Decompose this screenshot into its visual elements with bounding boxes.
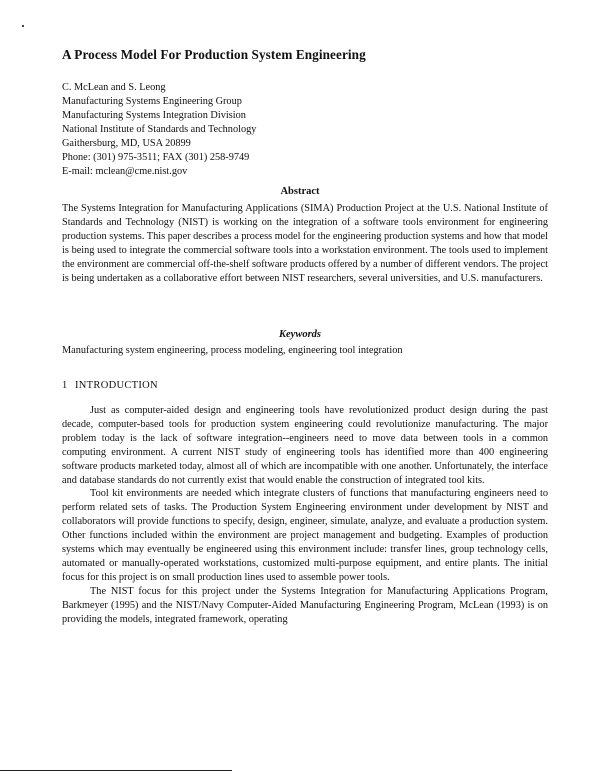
author-division: Manufacturing Systems Integration Division	[62, 110, 246, 121]
section-title: INTRODUCTION	[75, 380, 158, 391]
abstract-text: The Systems Integration for Manufacturing Applications (SIMA) Production Project at the U.S. National Institute of Standards and Technology (NIST) is working on the integration of a software tools environment for engineering production systems. This paper describes a process model for the engineering production systems and how that model is being used to integrate the commercial software tools into a workstation environment. The tools used to implement the environment are commercial off-the-shelf software products offered by a number of different vendors. The project is being undertaken as a collaborative effort between NIST researchers, several universities, and U.S. manufacturers.	[62, 203, 548, 284]
author-block	[62, 81, 462, 179]
author-email: E-mail: mclean@cme.nist.gov	[62, 166, 188, 177]
section-number: 1	[62, 380, 68, 391]
author-names: C. McLean and S. Leong	[62, 82, 166, 93]
author-address: Gaithersburg, MD, USA 20899	[62, 138, 191, 149]
abstract-heading: Abstract	[280, 186, 320, 197]
keywords-text: Manufacturing system engineering, process modeling, engineering tool integration	[62, 345, 403, 356]
section-heading	[62, 380, 158, 391]
keywords-heading: Keywords	[279, 329, 321, 340]
introduction-body	[62, 404, 548, 627]
scan-speck	[22, 25, 24, 27]
paragraph: The NIST focus for this project under the Systems Integration for Manufacturing Applications Program, Barkmeyer (1995) and the NIST/Navy Computer-Aided Manufacturing Engineering Program, McLean (1993) is on providing the models, integrated framework, operating	[62, 585, 548, 625]
author-phone: Phone: (301) 975-3511; FAX (301) 258-9749	[62, 152, 250, 163]
author-group: Manufacturing Systems Engineering Group	[62, 96, 242, 107]
paragraph: Just as computer-aided design and engineering tools have revolutionized product design during the past decade, computer-based tools for production system engineering could revolutionize manufacturing. The major problem today is the lack of software integration--engineers need to move data between tools in a common computing environment. A current NIST study of engineering tools has identified more than 400 engineering software products marketed today, almost all of which are incompatible with one another. Unfortunately, the interface and database standards do not currently exist that would enable the construction of integrated tool kits.	[62, 405, 548, 486]
paragraph: Tool kit environments are needed which integrate clusters of functions that manufacturing engineers need to perform related sets of tasks. The Production System Engineering environment under development by NIST and collaborators will provide functions to specify, design, engineer, simulate, analyze, and evaluate a production system. Other functions included within the environment are project management and budgeting. Examples of production systems which may eventually be engineered using this environment include: transfer lines, group technology cells, automated or manually-operated workstations, customized multi-purpose equipment, and entire plants. The initial focus for this project is on small production lines used to assemble power tools.	[62, 488, 548, 583]
footnote-rule	[0, 770, 232, 771]
author-institute: National Institute of Standards and Technology	[62, 124, 257, 135]
paper-title: A Process Model For Production System Engineering	[62, 47, 366, 62]
